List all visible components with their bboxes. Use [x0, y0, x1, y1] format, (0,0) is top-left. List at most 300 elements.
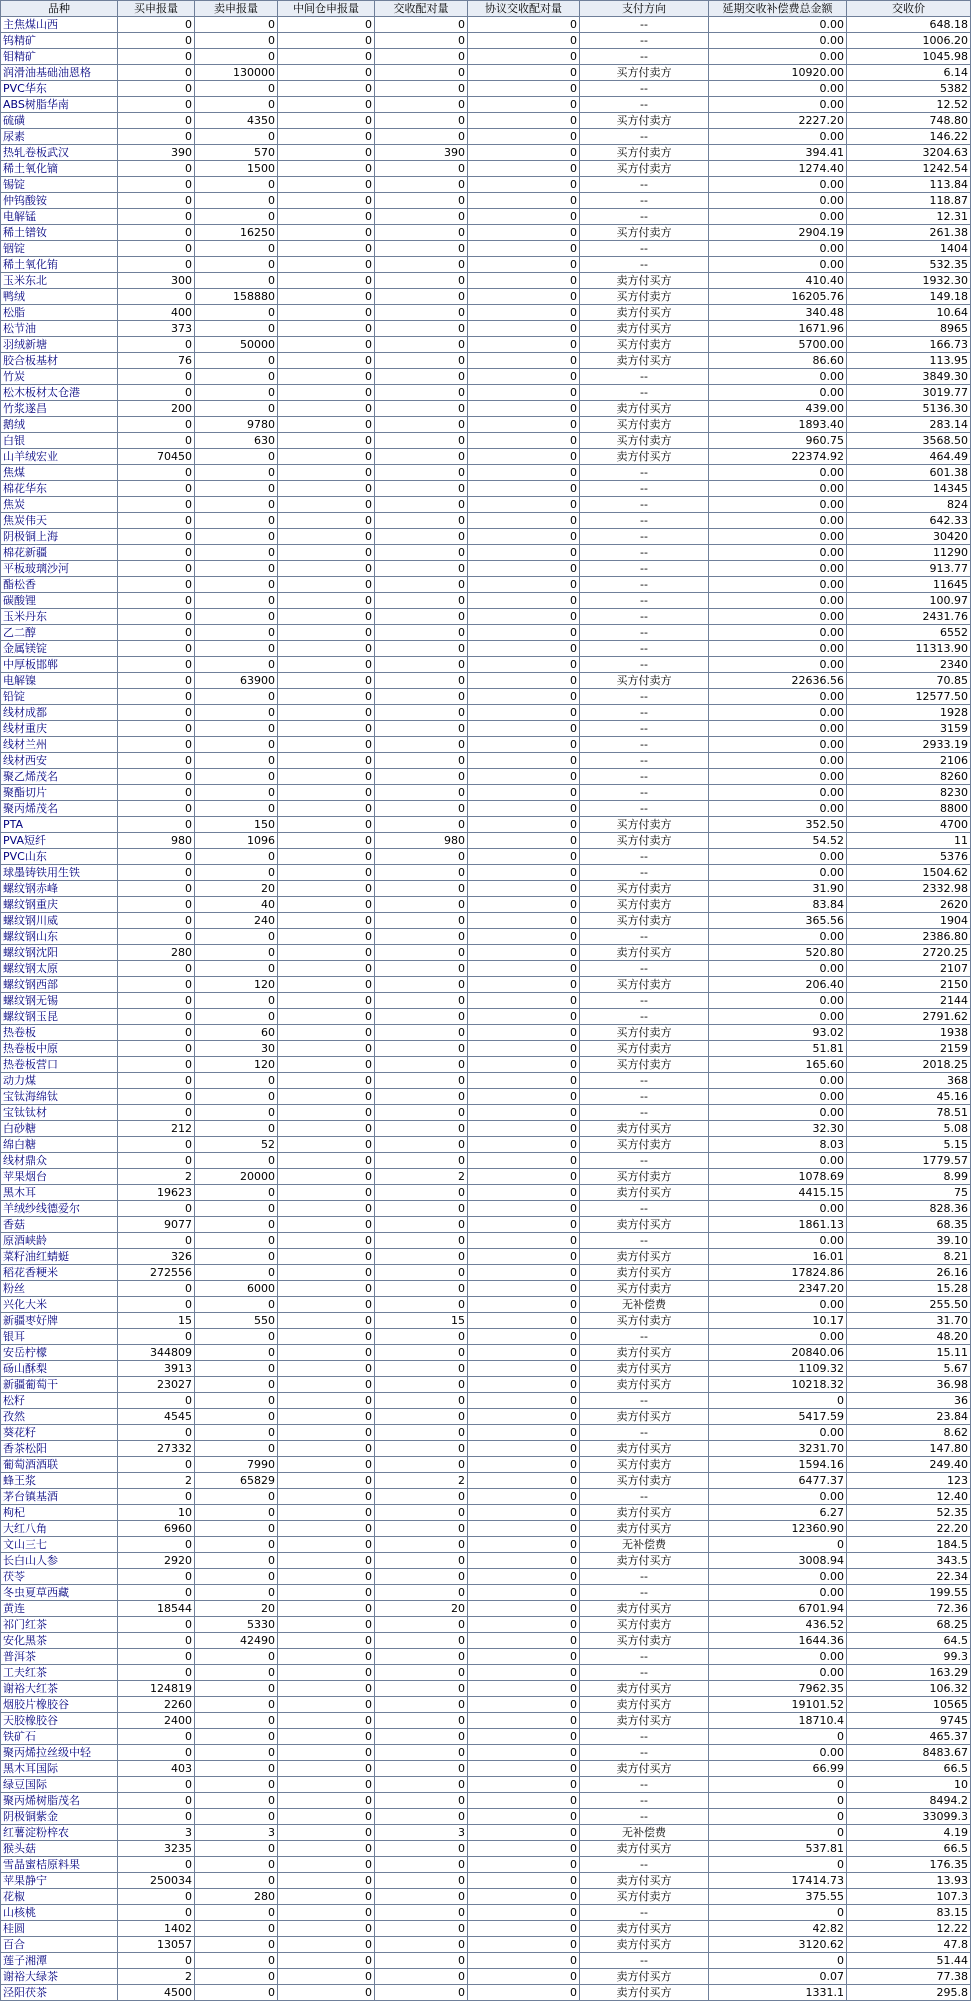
table-row: [1, 97, 971, 113]
cell-compensation-amount: 365.56: [709, 913, 847, 929]
cell-sell-volume: 0: [195, 1233, 278, 1249]
cell-variety: 松脂: [1, 305, 118, 321]
cell-variety: 蜂王浆: [1, 1473, 118, 1489]
cell-buy-volume: 23027: [118, 1377, 195, 1393]
cell-delivery-price: 532.35: [847, 257, 971, 273]
cell-delivery-price: 22.34: [847, 1569, 971, 1585]
cell-variety: 枸杞: [1, 1505, 118, 1521]
cell-variety: 聚酯切片: [1, 785, 118, 801]
cell-agreement-matched-volume: 0: [468, 1025, 580, 1041]
table-row: [1, 1985, 971, 2001]
cell-compensation-amount: 32.30: [709, 1121, 847, 1137]
cell-payment-direction: 无补偿费: [580, 1537, 709, 1553]
cell-sell-volume: 0: [195, 33, 278, 49]
table-row: [1, 1025, 971, 1041]
cell-buy-volume: 0: [118, 641, 195, 657]
cell-sell-volume: 0: [195, 129, 278, 145]
cell-agreement-matched-volume: 0: [468, 17, 580, 33]
cell-compensation-amount: 0.00: [709, 561, 847, 577]
cell-agreement-matched-volume: 0: [468, 1073, 580, 1089]
cell-middle-warehouse-volume: 0: [278, 161, 375, 177]
cell-delivery-matched-volume: 0: [375, 1057, 468, 1073]
cell-delivery-price: 5.67: [847, 1361, 971, 1377]
cell-compensation-amount: 6701.94: [709, 1601, 847, 1617]
cell-payment-direction: 买方付卖方: [580, 1473, 709, 1489]
cell-variety: 银耳: [1, 1329, 118, 1345]
cell-compensation-amount: 0.00: [709, 1425, 847, 1441]
cell-compensation-amount: 520.80: [709, 945, 847, 961]
cell-sell-volume: 0: [195, 1217, 278, 1233]
cell-sell-volume: 9780: [195, 417, 278, 433]
cell-sell-volume: 570: [195, 145, 278, 161]
cell-delivery-price: 3568.50: [847, 433, 971, 449]
cell-delivery-price: 9745: [847, 1713, 971, 1729]
cell-buy-volume: 0: [118, 1617, 195, 1633]
cell-delivery-matched-volume: 0: [375, 1745, 468, 1761]
cell-compensation-amount: 0.00: [709, 385, 847, 401]
cell-buy-volume: 0: [118, 65, 195, 81]
cell-variety: 铁矿石: [1, 1729, 118, 1745]
cell-buy-volume: 0: [118, 1537, 195, 1553]
cell-buy-volume: 3913: [118, 1361, 195, 1377]
cell-middle-warehouse-volume: 0: [278, 1217, 375, 1233]
cell-agreement-matched-volume: 0: [468, 545, 580, 561]
cell-sell-volume: 0: [195, 1761, 278, 1777]
cell-compensation-amount: 0.00: [709, 737, 847, 753]
cell-payment-direction: 买方付卖方: [580, 65, 709, 81]
cell-delivery-price: 48.20: [847, 1329, 971, 1345]
cell-delivery-matched-volume: 0: [375, 1985, 468, 2001]
cell-agreement-matched-volume: 0: [468, 1521, 580, 1537]
cell-compensation-amount: 0.00: [709, 993, 847, 1009]
table-row: [1, 1137, 971, 1153]
cell-compensation-amount: 5417.59: [709, 1409, 847, 1425]
cell-agreement-matched-volume: 0: [468, 401, 580, 417]
cell-delivery-price: 2106: [847, 753, 971, 769]
cell-delivery-price: 13.93: [847, 1873, 971, 1889]
cell-variety: 聚丙烯拉丝级中轻: [1, 1745, 118, 1761]
table-row: [1, 1329, 971, 1345]
cell-compensation-amount: 375.55: [709, 1889, 847, 1905]
cell-variety: 普洱茶: [1, 1649, 118, 1665]
cell-delivery-price: 106.32: [847, 1681, 971, 1697]
cell-payment-direction: 卖方付买方: [580, 1985, 709, 2001]
cell-sell-volume: 20000: [195, 1169, 278, 1185]
cell-buy-volume: 0: [118, 369, 195, 385]
cell-sell-volume: 6000: [195, 1281, 278, 1297]
cell-delivery-matched-volume: 15: [375, 1313, 468, 1329]
cell-middle-warehouse-volume: 0: [278, 561, 375, 577]
cell-middle-warehouse-volume: 0: [278, 1281, 375, 1297]
cell-variety: 安岳柠檬: [1, 1345, 118, 1361]
table-row: [1, 1441, 971, 1457]
cell-variety: 主焦煤山西: [1, 17, 118, 33]
cell-payment-direction: 卖方付买方: [580, 1937, 709, 1953]
cell-compensation-amount: 410.40: [709, 273, 847, 289]
cell-middle-warehouse-volume: 0: [278, 1313, 375, 1329]
cell-variety: 绿豆国际: [1, 1777, 118, 1793]
cell-variety: 大红八角: [1, 1521, 118, 1537]
cell-payment-direction: --: [580, 1201, 709, 1217]
cell-agreement-matched-volume: 0: [468, 1249, 580, 1265]
cell-sell-volume: 0: [195, 577, 278, 593]
cell-variety: 葡萄酒酒联: [1, 1457, 118, 1473]
cell-compensation-amount: 0.00: [709, 1105, 847, 1121]
cell-sell-volume: 0: [195, 1713, 278, 1729]
cell-variety: 棉花华东: [1, 481, 118, 497]
cell-compensation-amount: 1671.96: [709, 321, 847, 337]
cell-delivery-price: 11313.90: [847, 641, 971, 657]
cell-variety: 松木板材太仓港: [1, 385, 118, 401]
cell-sell-volume: 1500: [195, 161, 278, 177]
header-variety: 品种: [1, 1, 118, 17]
cell-variety: 绵白糖: [1, 1137, 118, 1153]
table-row: [1, 337, 971, 353]
cell-compensation-amount: 0.00: [709, 33, 847, 49]
cell-variety: 黄连: [1, 1601, 118, 1617]
cell-compensation-amount: 6477.37: [709, 1473, 847, 1489]
cell-payment-direction: --: [580, 257, 709, 273]
table-row: [1, 1665, 971, 1681]
cell-sell-volume: 0: [195, 1153, 278, 1169]
cell-sell-volume: 0: [195, 1409, 278, 1425]
cell-middle-warehouse-volume: 0: [278, 1585, 375, 1601]
cell-delivery-matched-volume: 0: [375, 721, 468, 737]
cell-variety: 动力煤: [1, 1073, 118, 1089]
cell-variety: PVC华东: [1, 81, 118, 97]
cell-payment-direction: 买方付卖方: [580, 673, 709, 689]
cell-agreement-matched-volume: 0: [468, 481, 580, 497]
cell-payment-direction: --: [580, 513, 709, 529]
cell-compensation-amount: 2227.20: [709, 113, 847, 129]
cell-sell-volume: 0: [195, 273, 278, 289]
table-row: [1, 1537, 971, 1553]
cell-delivery-price: 1504.62: [847, 865, 971, 881]
table-row: [1, 737, 971, 753]
cell-delivery-matched-volume: 0: [375, 929, 468, 945]
cell-delivery-price: 68.35: [847, 1217, 971, 1233]
cell-middle-warehouse-volume: 0: [278, 1233, 375, 1249]
cell-compensation-amount: 0.00: [709, 577, 847, 593]
cell-delivery-price: 15.11: [847, 1345, 971, 1361]
cell-middle-warehouse-volume: 0: [278, 1505, 375, 1521]
cell-delivery-price: 23.84: [847, 1409, 971, 1425]
cell-agreement-matched-volume: 0: [468, 97, 580, 113]
cell-agreement-matched-volume: 0: [468, 513, 580, 529]
cell-middle-warehouse-volume: 0: [278, 97, 375, 113]
cell-delivery-matched-volume: 0: [375, 1729, 468, 1745]
cell-variety: 螺纹钢玉昆: [1, 1009, 118, 1025]
cell-buy-volume: 0: [118, 337, 195, 353]
cell-buy-volume: 0: [118, 737, 195, 753]
cell-payment-direction: 卖方付买方: [580, 1841, 709, 1857]
cell-buy-volume: 0: [118, 961, 195, 977]
cell-agreement-matched-volume: 0: [468, 1553, 580, 1569]
cell-sell-volume: 240: [195, 913, 278, 929]
cell-sell-volume: 0: [195, 1185, 278, 1201]
cell-delivery-price: 10: [847, 1777, 971, 1793]
cell-agreement-matched-volume: 0: [468, 881, 580, 897]
cell-buy-volume: 0: [118, 1297, 195, 1313]
cell-delivery-price: 2150: [847, 977, 971, 993]
cell-payment-direction: 卖方付买方: [580, 1265, 709, 1281]
cell-agreement-matched-volume: 0: [468, 1121, 580, 1137]
cell-sell-volume: 0: [195, 81, 278, 97]
cell-sell-volume: 0: [195, 865, 278, 881]
cell-sell-volume: 0: [195, 1937, 278, 1953]
cell-delivery-price: 31.70: [847, 1313, 971, 1329]
cell-middle-warehouse-volume: 0: [278, 1025, 375, 1041]
cell-delivery-price: 12.31: [847, 209, 971, 225]
cell-compensation-amount: 0.00: [709, 49, 847, 65]
cell-buy-volume: 0: [118, 1457, 195, 1473]
table-row: [1, 1761, 971, 1777]
table-row: [1, 1649, 971, 1665]
table-row: [1, 1777, 971, 1793]
cell-compensation-amount: 0.07: [709, 1969, 847, 1985]
cell-buy-volume: 0: [118, 385, 195, 401]
cell-variety: 羽绒新塘: [1, 337, 118, 353]
cell-middle-warehouse-volume: 0: [278, 1297, 375, 1313]
cell-delivery-matched-volume: 0: [375, 961, 468, 977]
table-row: [1, 1553, 971, 1569]
cell-compensation-amount: 0.00: [709, 545, 847, 561]
cell-variety: 工夫红茶: [1, 1665, 118, 1681]
cell-agreement-matched-volume: 0: [468, 1409, 580, 1425]
cell-middle-warehouse-volume: 0: [278, 81, 375, 97]
cell-compensation-amount: 54.52: [709, 833, 847, 849]
table-row: [1, 369, 971, 385]
cell-compensation-amount: 8.03: [709, 1137, 847, 1153]
cell-payment-direction: 买方付卖方: [580, 881, 709, 897]
cell-payment-direction: --: [580, 1073, 709, 1089]
cell-delivery-matched-volume: 0: [375, 1249, 468, 1265]
cell-delivery-matched-volume: 0: [375, 1041, 468, 1057]
cell-buy-volume: 0: [118, 177, 195, 193]
cell-payment-direction: --: [580, 849, 709, 865]
table-row: [1, 465, 971, 481]
cell-sell-volume: 60: [195, 1025, 278, 1041]
table-row: [1, 609, 971, 625]
cell-variety: 硫磺: [1, 113, 118, 129]
cell-delivery-matched-volume: 0: [375, 1537, 468, 1553]
table-row: [1, 353, 971, 369]
cell-buy-volume: 0: [118, 49, 195, 65]
cell-middle-warehouse-volume: 0: [278, 1201, 375, 1217]
cell-delivery-matched-volume: 0: [375, 1217, 468, 1233]
cell-agreement-matched-volume: 0: [468, 1473, 580, 1489]
table-row: [1, 705, 971, 721]
cell-buy-volume: 0: [118, 1393, 195, 1409]
cell-buy-volume: 403: [118, 1761, 195, 1777]
cell-middle-warehouse-volume: 0: [278, 1377, 375, 1393]
cell-payment-direction: --: [580, 593, 709, 609]
cell-payment-direction: --: [580, 1009, 709, 1025]
cell-delivery-matched-volume: 0: [375, 97, 468, 113]
cell-payment-direction: 买方付卖方: [580, 913, 709, 929]
cell-middle-warehouse-volume: 0: [278, 337, 375, 353]
cell-delivery-matched-volume: 0: [375, 769, 468, 785]
cell-payment-direction: 卖方付买方: [580, 1185, 709, 1201]
cell-compensation-amount: 6.27: [709, 1505, 847, 1521]
cell-payment-direction: 买方付卖方: [580, 1617, 709, 1633]
cell-agreement-matched-volume: 0: [468, 1041, 580, 1057]
cell-delivery-matched-volume: 0: [375, 1841, 468, 1857]
cell-compensation-amount: 0.00: [709, 593, 847, 609]
cell-payment-direction: --: [580, 769, 709, 785]
cell-delivery-matched-volume: 0: [375, 1585, 468, 1601]
cell-delivery-price: 83.15: [847, 1905, 971, 1921]
table-row: [1, 1313, 971, 1329]
cell-middle-warehouse-volume: 0: [278, 1729, 375, 1745]
cell-delivery-price: 2159: [847, 1041, 971, 1057]
cell-sell-volume: 0: [195, 1249, 278, 1265]
cell-variety: 热轧卷板武汉: [1, 145, 118, 161]
cell-payment-direction: 买方付卖方: [580, 1889, 709, 1905]
cell-payment-direction: 卖方付买方: [580, 1873, 709, 1889]
cell-payment-direction: 卖方付买方: [580, 1441, 709, 1457]
cell-delivery-matched-volume: 0: [375, 1329, 468, 1345]
cell-sell-volume: 0: [195, 1073, 278, 1089]
cell-agreement-matched-volume: 0: [468, 945, 580, 961]
cell-sell-volume: 0: [195, 193, 278, 209]
cell-payment-direction: --: [580, 1777, 709, 1793]
cell-payment-direction: --: [580, 385, 709, 401]
cell-buy-volume: 0: [118, 1073, 195, 1089]
table-row: [1, 641, 971, 657]
cell-delivery-price: 5.15: [847, 1137, 971, 1153]
cell-buy-volume: 0: [118, 1665, 195, 1681]
cell-payment-direction: --: [580, 49, 709, 65]
cell-middle-warehouse-volume: 0: [278, 17, 375, 33]
cell-sell-volume: 0: [195, 705, 278, 721]
cell-delivery-price: 8230: [847, 785, 971, 801]
cell-agreement-matched-volume: 0: [468, 129, 580, 145]
cell-variety: PVC山东: [1, 849, 118, 865]
cell-payment-direction: --: [580, 97, 709, 113]
cell-compensation-amount: 0.00: [709, 1665, 847, 1681]
table-row: [1, 497, 971, 513]
cell-delivery-matched-volume: 0: [375, 641, 468, 657]
cell-delivery-matched-volume: 0: [375, 1857, 468, 1873]
table-row: [1, 929, 971, 945]
cell-middle-warehouse-volume: 0: [278, 1537, 375, 1553]
cell-agreement-matched-volume: 0: [468, 657, 580, 673]
cell-buy-volume: 0: [118, 1089, 195, 1105]
cell-middle-warehouse-volume: 0: [278, 1393, 375, 1409]
cell-delivery-matched-volume: 0: [375, 1377, 468, 1393]
cell-delivery-price: 8800: [847, 801, 971, 817]
cell-buy-volume: 0: [118, 1009, 195, 1025]
cell-compensation-amount: 0.00: [709, 705, 847, 721]
cell-middle-warehouse-volume: 0: [278, 1153, 375, 1169]
cell-middle-warehouse-volume: 0: [278, 1041, 375, 1057]
table-row: [1, 145, 971, 161]
cell-compensation-amount: 86.60: [709, 353, 847, 369]
cell-payment-direction: --: [580, 369, 709, 385]
cell-agreement-matched-volume: 0: [468, 849, 580, 865]
cell-delivery-matched-volume: 0: [375, 545, 468, 561]
cell-buy-volume: 0: [118, 1281, 195, 1297]
cell-agreement-matched-volume: 0: [468, 1889, 580, 1905]
cell-agreement-matched-volume: 0: [468, 833, 580, 849]
cell-delivery-price: 2018.25: [847, 1057, 971, 1073]
table-row: [1, 1265, 971, 1281]
cell-sell-volume: 0: [195, 1681, 278, 1697]
cell-compensation-amount: 3008.94: [709, 1553, 847, 1569]
cell-middle-warehouse-volume: 0: [278, 657, 375, 673]
cell-variety: 黑木耳国际: [1, 1761, 118, 1777]
cell-buy-volume: 0: [118, 1153, 195, 1169]
cell-delivery-price: 8.62: [847, 1425, 971, 1441]
cell-variety: 原酒峡龄: [1, 1233, 118, 1249]
cell-buy-volume: 0: [118, 689, 195, 705]
cell-payment-direction: --: [580, 1857, 709, 1873]
cell-agreement-matched-volume: 0: [468, 1905, 580, 1921]
cell-compensation-amount: 0.00: [709, 17, 847, 33]
cell-compensation-amount: 0.00: [709, 865, 847, 881]
cell-agreement-matched-volume: 0: [468, 1729, 580, 1745]
cell-delivery-matched-volume: 0: [375, 1633, 468, 1649]
cell-middle-warehouse-volume: 0: [278, 145, 375, 161]
table-row: [1, 1297, 971, 1313]
cell-sell-volume: 630: [195, 433, 278, 449]
cell-agreement-matched-volume: 0: [468, 1377, 580, 1393]
cell-middle-warehouse-volume: 0: [278, 625, 375, 641]
cell-variety: 热卷板营口: [1, 1057, 118, 1073]
cell-payment-direction: 买方付卖方: [580, 433, 709, 449]
cell-sell-volume: 0: [195, 49, 278, 65]
cell-delivery-price: 1932.30: [847, 273, 971, 289]
cell-payment-direction: --: [580, 193, 709, 209]
cell-payment-direction: 买方付卖方: [580, 145, 709, 161]
cell-variety: 山羊绒宏业: [1, 449, 118, 465]
cell-payment-direction: --: [580, 1329, 709, 1345]
cell-agreement-matched-volume: 0: [468, 977, 580, 993]
cell-buy-volume: 0: [118, 1809, 195, 1825]
cell-agreement-matched-volume: 0: [468, 417, 580, 433]
cell-delivery-matched-volume: 0: [375, 1121, 468, 1137]
cell-delivery-price: 113.95: [847, 353, 971, 369]
cell-variety: 酯松香: [1, 577, 118, 593]
cell-agreement-matched-volume: 0: [468, 497, 580, 513]
cell-compensation-amount: 0: [709, 1809, 847, 1825]
cell-sell-volume: 40: [195, 897, 278, 913]
cell-sell-volume: 0: [195, 689, 278, 705]
cell-payment-direction: --: [580, 865, 709, 881]
cell-agreement-matched-volume: 0: [468, 689, 580, 705]
cell-delivery-price: 36.98: [847, 1377, 971, 1393]
cell-delivery-price: 5376: [847, 849, 971, 865]
cell-delivery-matched-volume: 0: [375, 561, 468, 577]
cell-sell-volume: 7990: [195, 1457, 278, 1473]
cell-delivery-matched-volume: 0: [375, 529, 468, 545]
cell-middle-warehouse-volume: 0: [278, 1809, 375, 1825]
cell-middle-warehouse-volume: 0: [278, 1841, 375, 1857]
cell-compensation-amount: 0: [709, 1905, 847, 1921]
cell-compensation-amount: 340.48: [709, 305, 847, 321]
cell-delivery-price: 5.08: [847, 1121, 971, 1137]
cell-compensation-amount: 436.52: [709, 1617, 847, 1633]
cell-compensation-amount: 51.81: [709, 1041, 847, 1057]
cell-middle-warehouse-volume: 0: [278, 705, 375, 721]
cell-delivery-matched-volume: 0: [375, 1025, 468, 1041]
header-middle-warehouse-volume: 中间仓申报量: [278, 1, 375, 17]
cell-compensation-amount: 206.40: [709, 977, 847, 993]
cell-compensation-amount: 31.90: [709, 881, 847, 897]
cell-payment-direction: 卖方付买方: [580, 945, 709, 961]
cell-variety: 竹炭: [1, 369, 118, 385]
